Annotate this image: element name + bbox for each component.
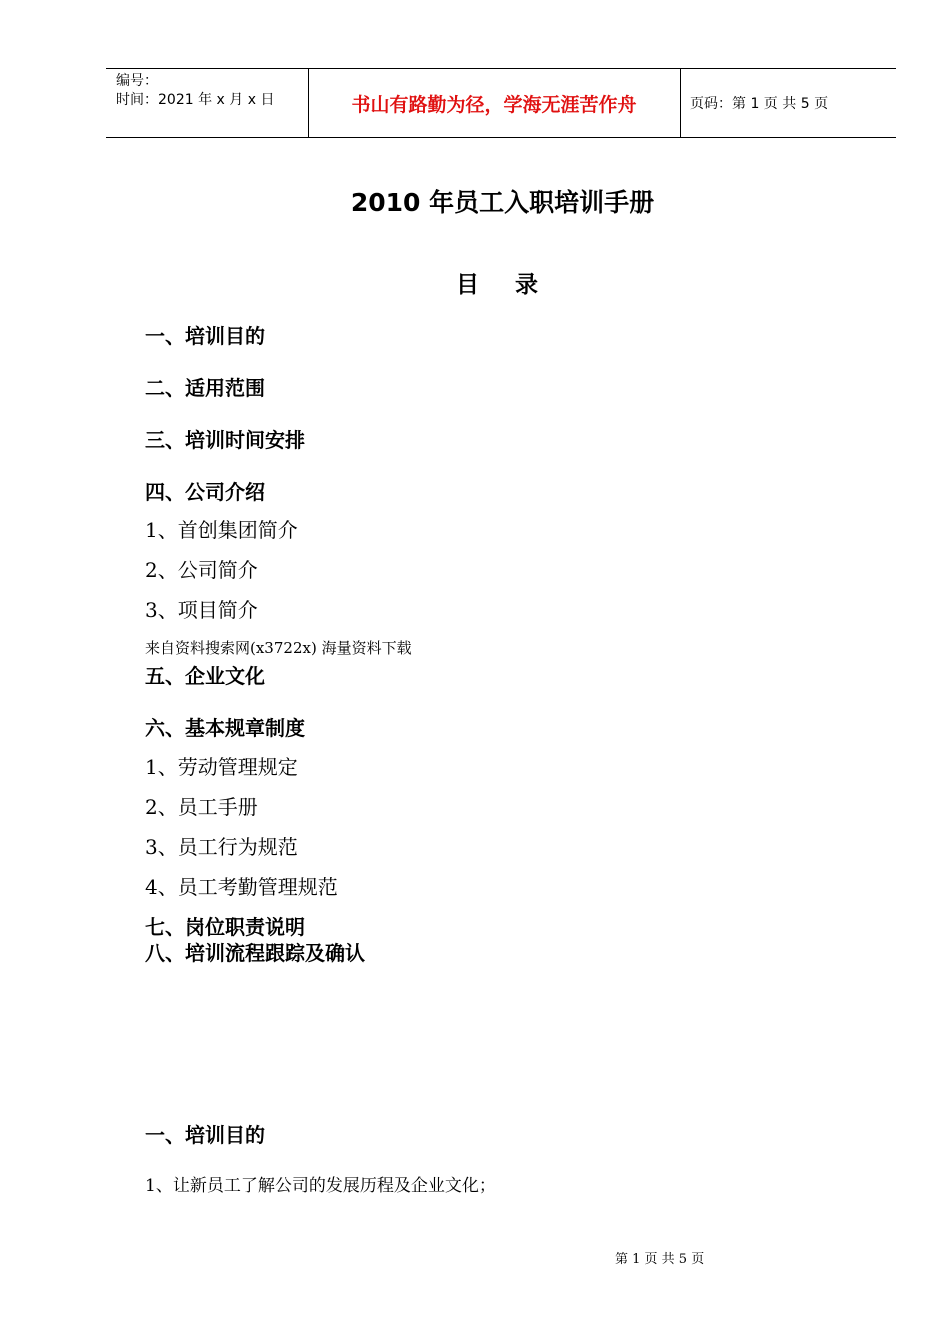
section-heading: 一、培训目的: [145, 1123, 265, 1147]
header-page-info: 页码：第 1 页 共 5 页: [690, 96, 829, 112]
toc-item[interactable]: 四、公司介绍: [145, 480, 265, 504]
toc-item[interactable]: 一、培训目的: [145, 324, 265, 348]
page-header: [106, 68, 896, 138]
toc-item[interactable]: 八、培训流程跟踪及确认: [145, 941, 365, 965]
toc-subitem[interactable]: 4、员工考勤管理规范: [145, 875, 338, 899]
time-label: 时间：2021 年 x 月 x 日: [116, 92, 275, 108]
toc-subitem[interactable]: 1、劳动管理规定: [145, 755, 298, 779]
toc-subitem[interactable]: 2、公司简介: [145, 558, 258, 582]
toc-item[interactable]: 五、企业文化: [145, 664, 265, 688]
toc-item[interactable]: 六、基本规章制度: [145, 716, 305, 740]
section-paragraph: 1、让新员工了解公司的发展历程及企业文化；: [145, 1176, 496, 1196]
header-motto: 书山有路勤为径，学海无涯苦作舟: [351, 93, 637, 116]
toc-item[interactable]: 二、适用范围: [145, 376, 265, 400]
number-label: 编号：: [116, 73, 158, 89]
toc-subitem[interactable]: 3、项目简介: [145, 598, 258, 622]
toc-item[interactable]: 三、培训时间安排: [145, 428, 305, 452]
source-note: 来自资料搜索网(x3722x) 海量资料下载: [145, 639, 412, 657]
toc-subitem[interactable]: 1、首创集团简介: [145, 518, 298, 542]
toc-subitem[interactable]: 3、员工行为规范: [145, 835, 298, 859]
header-divider: [680, 69, 681, 137]
toc-title-char: 目: [456, 272, 479, 298]
toc-title-char: 录: [515, 272, 538, 298]
page-footer: 第 1 页 共 5 页: [615, 1252, 705, 1267]
document-title: 2010 年员工入职培训手册: [350, 188, 655, 217]
toc-subitem[interactable]: 2、员工手册: [145, 795, 258, 819]
toc-title: [456, 266, 538, 299]
toc-item[interactable]: 七、岗位职责说明: [145, 915, 305, 939]
header-meta: [116, 72, 274, 110]
